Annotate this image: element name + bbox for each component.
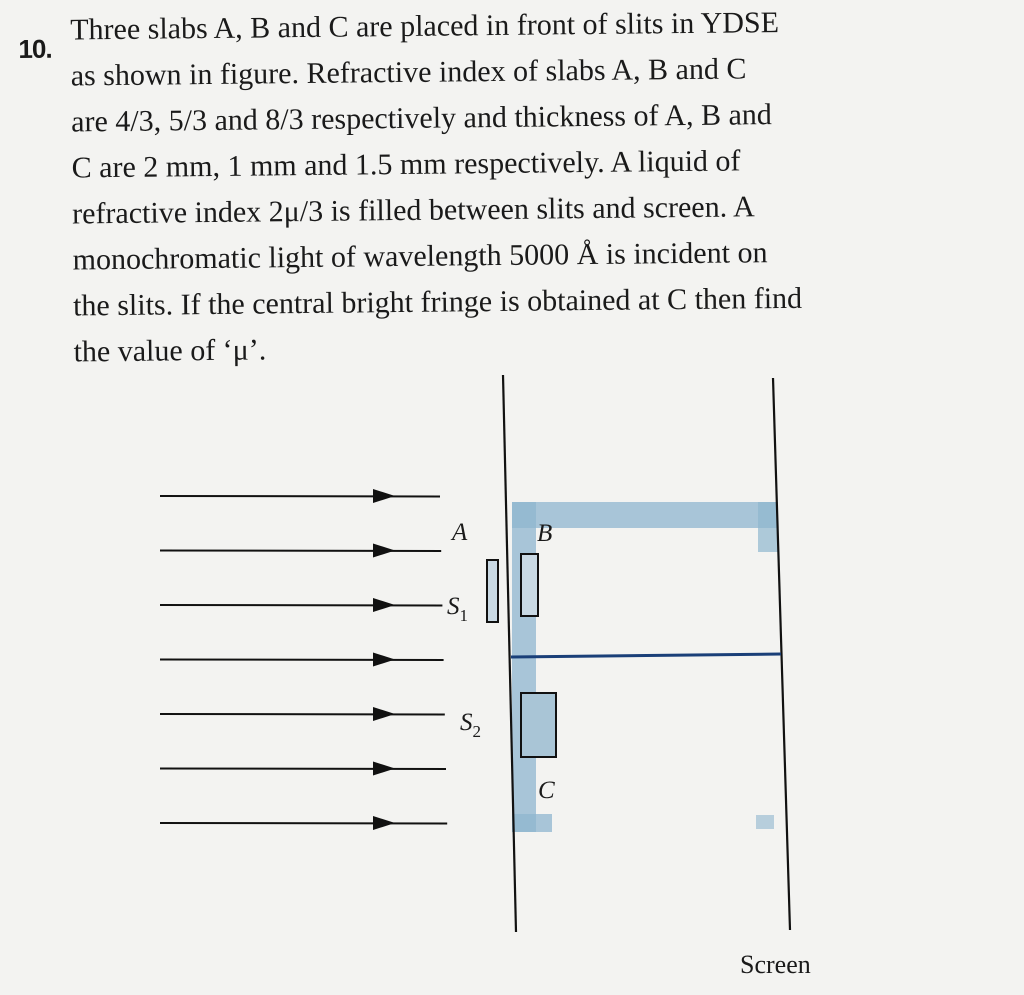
ray-line xyxy=(160,714,445,715)
slit-1-letter: S xyxy=(447,593,460,620)
ray-arrow-icon xyxy=(373,816,395,830)
question-line-1: Three slabs A, B and C are placed in front of slits in YDSE xyxy=(70,6,780,47)
ray-line xyxy=(160,769,446,770)
slab-c-label: C xyxy=(538,777,555,804)
question-line-4: C are 2 mm, 1 mm and 1.5 mm respectively. A liquid of xyxy=(71,144,741,185)
question-line-7: the slits. If the central bright fringe is obtained at C then find xyxy=(72,281,803,323)
liquid-right-band xyxy=(758,502,778,552)
incident-rays xyxy=(160,489,447,830)
ray-line xyxy=(160,660,444,661)
ray-arrow-icon xyxy=(373,544,395,558)
slit-2-subscript: 2 xyxy=(472,722,481,741)
slab-b xyxy=(521,554,538,616)
ray-line xyxy=(160,496,440,497)
ray-arrow-icon xyxy=(373,598,395,612)
ray-line xyxy=(160,823,447,824)
question-line-5: refractive index 2μ/3 is filled between slits and screen. A xyxy=(71,190,755,231)
ray-arrow-icon xyxy=(373,707,395,721)
slab-a xyxy=(487,560,498,622)
liquid-bottom-band xyxy=(512,814,552,832)
ray-line xyxy=(160,605,442,606)
question-line-3: are 4/3, 5/3 and 8/3 respectively and thickness of A, B and xyxy=(71,98,773,139)
liquid-left-band xyxy=(512,502,536,832)
question-line-8: the value of ‘μ’. xyxy=(73,333,267,369)
question-number: 10. xyxy=(18,33,52,64)
ray-arrow-icon xyxy=(373,653,395,667)
slab-a-label: A xyxy=(452,519,468,546)
slab-c xyxy=(521,693,556,757)
liquid-right-mark xyxy=(756,815,774,829)
question-line-6: monochromatic light of wavelength 5000 Å is incident on xyxy=(72,236,768,277)
ray-line xyxy=(160,551,441,552)
slit-1-subscript: 1 xyxy=(459,606,468,625)
slit-2-letter: S xyxy=(460,709,473,736)
slit-2-label xyxy=(460,709,481,741)
center-axis-line xyxy=(511,654,781,657)
slit-1-label xyxy=(447,593,468,625)
ray-arrow-icon xyxy=(373,762,395,776)
question-line-2: as shown in figure. Refractive index of slabs A, B and C xyxy=(70,52,747,93)
screen-label: Screen xyxy=(740,950,811,979)
slab-b-label: B xyxy=(537,520,553,547)
ray-arrow-icon xyxy=(373,489,395,503)
